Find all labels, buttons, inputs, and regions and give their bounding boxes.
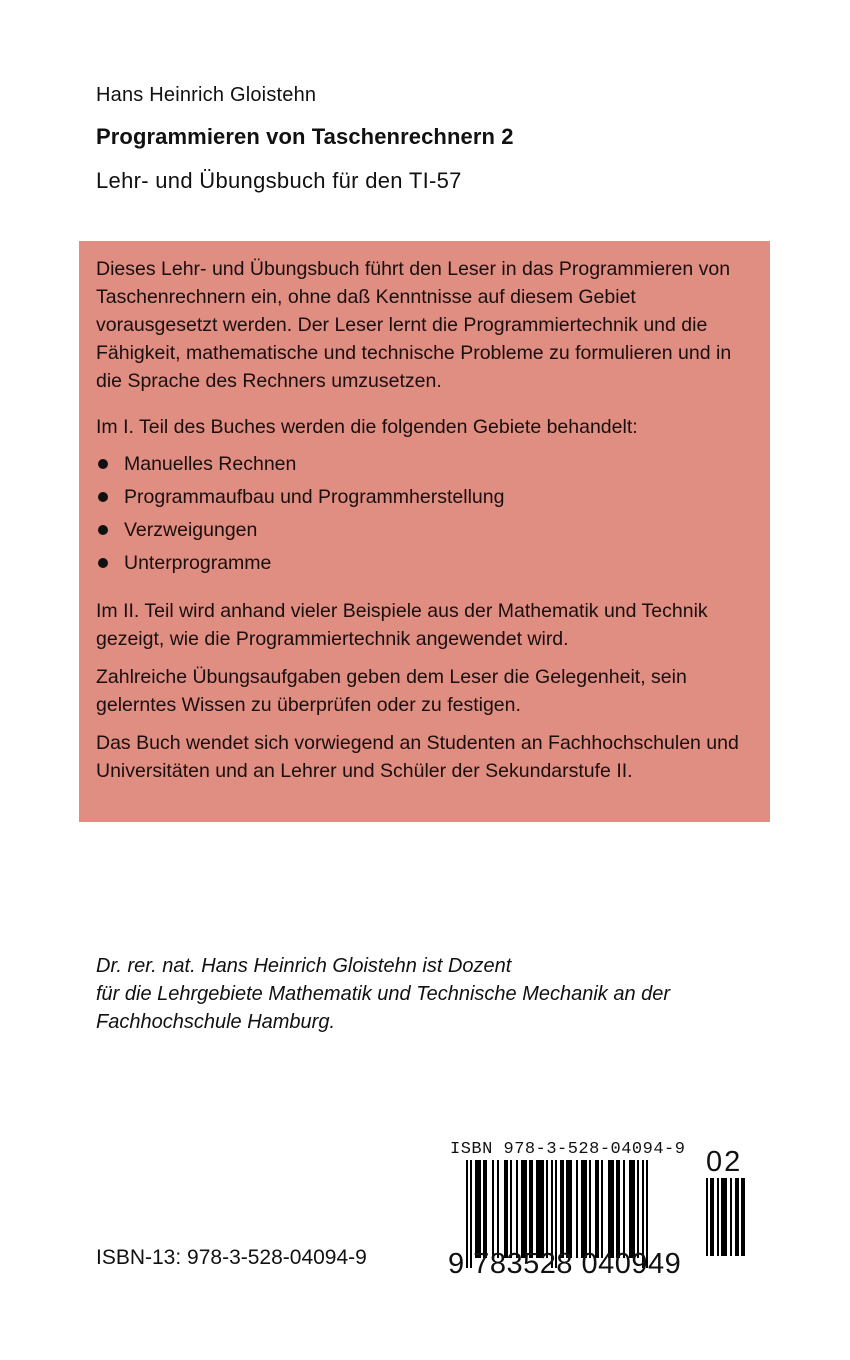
list-item [96, 513, 750, 546]
bio-line: für die Lehrgebiete Mathematik und Technische Mechanik an der [96, 983, 671, 1005]
list-item [96, 447, 750, 480]
blurb-box [79, 241, 770, 822]
exercises-text: Zahlreiche Übungsaufgaben geben dem Leser die Gelegenheit, sein gelerntes Wissen zu überprüfen oder zu festigen. [96, 666, 687, 716]
topic-label: Manuelles Rechnen [124, 452, 297, 475]
barcode-addon-digits: 02 [706, 1146, 743, 1178]
bullet-icon [98, 525, 108, 535]
barcode-addon-bars-icon [706, 1178, 748, 1256]
topic-label: Programmaufbau und Programmherstellung [124, 485, 505, 508]
part2-text: Im II. Teil wird anhand vieler Beispiele aus der Mathematik und Technik gezeigt, wie die Programmiertechnik angewendet wird. [96, 600, 708, 650]
bio-line: Fachhochschule Hamburg. [96, 1011, 336, 1033]
author-bio [96, 952, 670, 1036]
book-title: Programmieren von Taschenrechnern 2 [96, 124, 514, 149]
barcode-bars-icon [466, 1160, 680, 1258]
blurb-intro: Dieses Lehr- und Übungsbuch führt den Leser in das Programmieren von Taschenrechnern ein, ohne daß Kenntnisse auf diesem Gebiet vorausgesetzt werden. Der Leser lernt die Programmiertechnik und die Fähigkeit, mathematische und technische Probleme zu formulieren und in die Sprache des Rechners umzusetzen. [96, 258, 732, 392]
topic-label: Verzweigungen [124, 518, 258, 541]
audience-text: Das Buch wendet sich vorwiegend an Studenten an Fachhochschulen und Universitäten und an Lehrer und Schüler der Sekundarstufe II. [96, 732, 739, 782]
bullet-icon [98, 492, 108, 502]
bullet-icon [98, 558, 108, 568]
part1-heading: Im I. Teil des Buches werden die folgenden Gebiete behandelt: [96, 416, 638, 438]
author-name: Hans Heinrich Gloistehn [96, 84, 317, 106]
isbn13-label: ISBN-13: 978-3-528-04094-9 [96, 1246, 367, 1269]
barcode-digits: 9 783528 040949 [448, 1248, 682, 1280]
list-item [96, 546, 750, 579]
list-item [96, 480, 750, 513]
topic-list [96, 447, 750, 579]
bullet-icon [98, 459, 108, 469]
topic-label: Unterprogramme [124, 551, 272, 574]
book-subtitle: Lehr- und Übungsbuch für den TI-57 [96, 168, 462, 193]
barcode-isbn-text: ISBN 978-3-528-04094-9 [450, 1140, 686, 1159]
bio-line: Dr. rer. nat. Hans Heinrich Gloistehn ist Dozent [96, 955, 512, 977]
barcode [448, 1140, 748, 1280]
